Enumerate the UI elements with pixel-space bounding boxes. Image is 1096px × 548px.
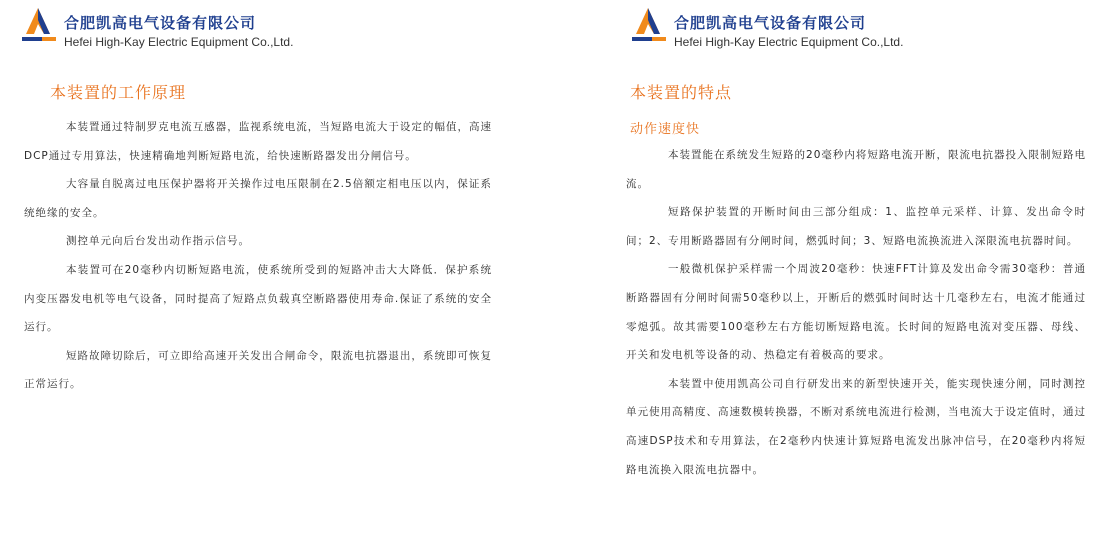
- paragraph: 本装置可在20毫秒内切断短路电流，使系统所受到的短路冲击大大降低．保护系统内变压器发电机等电气设备，同时提高了短路点负载真空断路器使用寿命.保证了系统的安全运行。: [24, 263, 492, 334]
- company-header: [22, 6, 342, 50]
- body-text: [24, 113, 492, 399]
- company-logo-icon: [632, 6, 666, 44]
- paragraph: 测控单元向后台发出动作指示信号。: [66, 235, 250, 248]
- company-logo-icon: [22, 6, 56, 44]
- section-title: 本装置的特点: [630, 83, 733, 102]
- company-name-cn: 合肥凯高电气设备有限公司: [64, 14, 257, 32]
- paragraph: 大容量自脱离过电压保护器将开关操作过电压限制在2.5倍额定相电压以内，保证系统绝缘的安全。: [24, 178, 492, 219]
- paragraph: 本装置能在系统发生短路的20毫秒内将短路电流开断，限流电抗器投入限制短路电流。: [626, 149, 1086, 190]
- body-text: [626, 141, 1086, 484]
- company-header: [632, 6, 952, 50]
- paragraph: 本装置中使用凯高公司自行研发出来的新型快速开关，能实现快速分闸，同时测控单元使用高精度、高速数模转换器，不断对系统电流进行检测，当电流大于设定值时，通过高速DSP技术和专用算法，在2毫秒内快速计算短路电流发出脉冲信号，在20毫秒内将短路电流换入限流电抗器中。: [626, 377, 1086, 476]
- right-page: [610, 0, 1096, 548]
- paragraph: 本装置通过特制罗克电流互感器，监视系统电流，当短路电流大于设定的幅值，高速DCP通过专用算法，快速精确地判断短路电流，给快速断路器发出分闸信号。: [24, 121, 492, 162]
- company-name-en: Hefei High-Kay Electric Equipment Co.,Ltd.: [674, 35, 904, 49]
- paragraph: 短路故障切除后，可立即给高速开关发出合闸命令，限流电抗器退出，系统即可恢复正常运行。: [24, 349, 492, 391]
- section-title: 本装置的工作原理: [50, 83, 187, 102]
- paragraph: 短路保护装置的开断时间由三部分组成：1、监控单元采样、计算、发出命令时间；2、专用断路器固有分闸时间，燃弧时间；3、短路电流换流进入深限流电抗器时间。: [626, 206, 1086, 247]
- section-subtitle: 动作速度快: [630, 122, 701, 137]
- company-name-en: Hefei High-Kay Electric Equipment Co.,Ltd.: [64, 35, 294, 49]
- company-name-cn: 合肥凯高电气设备有限公司: [674, 14, 867, 32]
- paragraph: 一般微机保护采样需一个周波20毫秒：快速FFT计算及发出命令需30毫秒：普通断路器固有分闸时间需50毫秒以上，开断后的燃弧时间时达十几毫秒左右，电流才能通过零熄弧。故其需要100毫秒左右方能切断短路电流。长时间的短路电流对变压器、母线、开关和发电机等设备的动、热稳定有着极高的要求。: [626, 263, 1086, 362]
